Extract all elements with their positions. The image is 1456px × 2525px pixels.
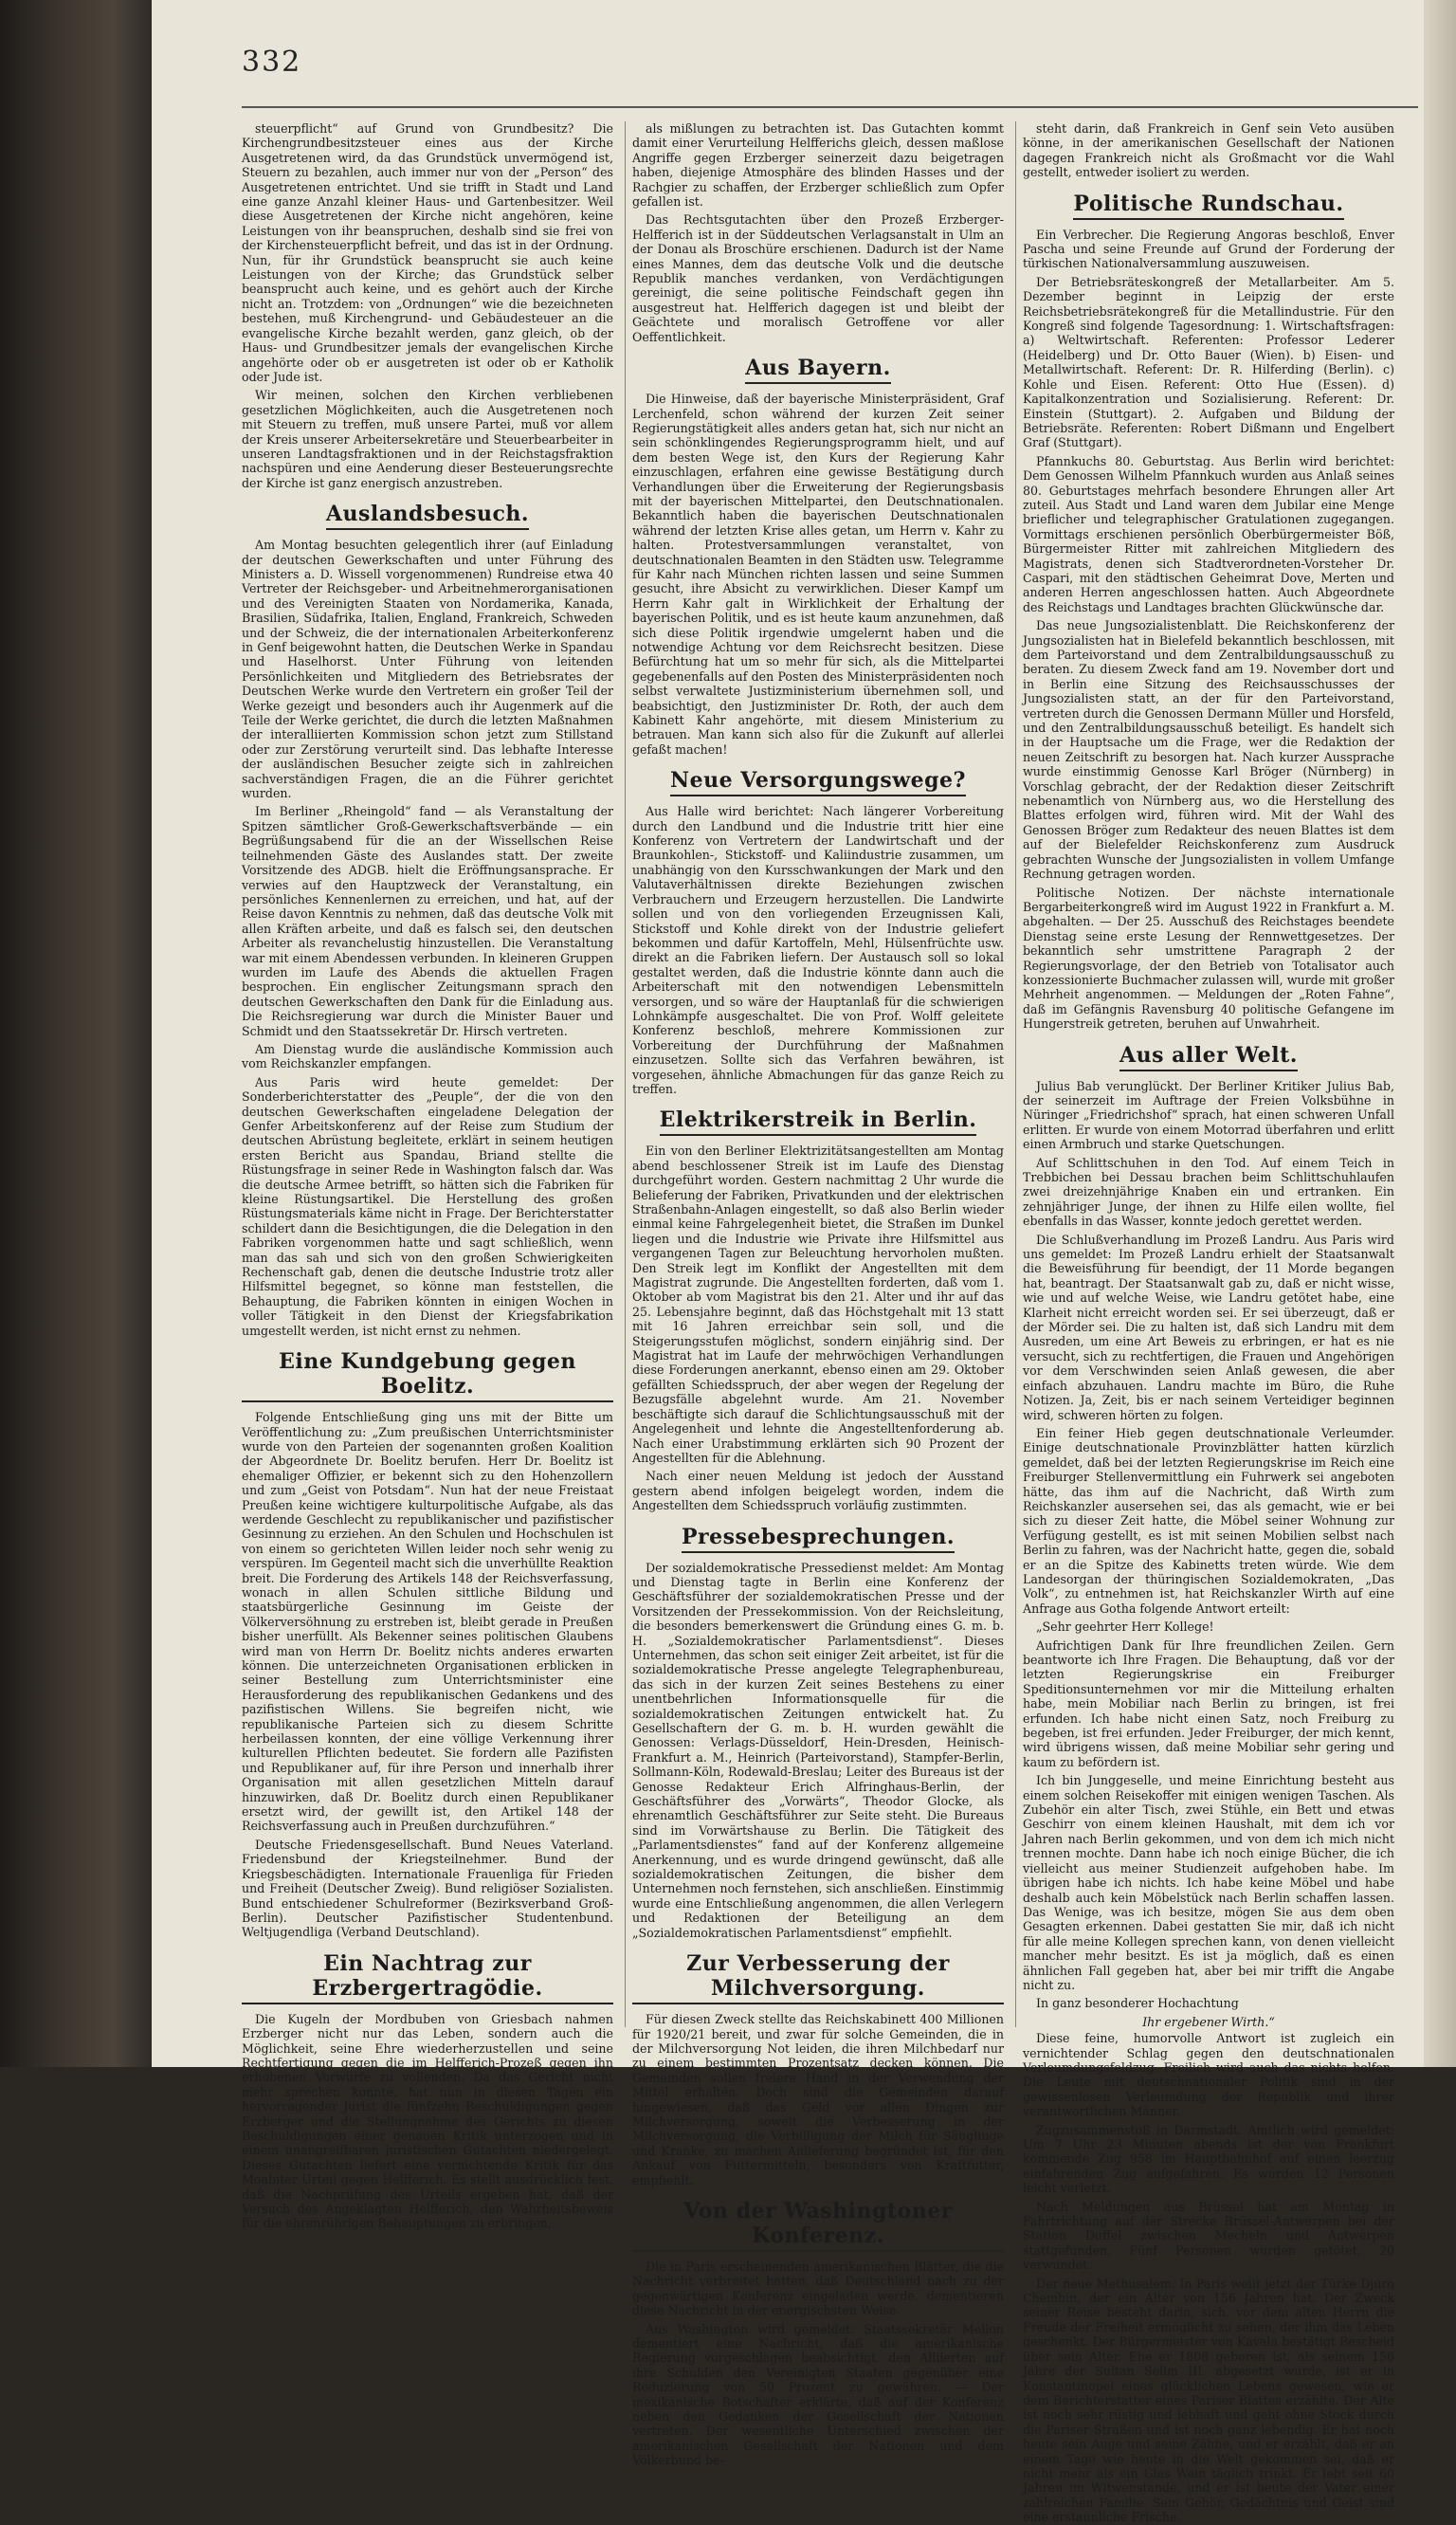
article-paragraph: Zugzusammenstoß in Darmstadt. Amtlich wird gemeldet: Um 7 Uhr 23 Minuten abends ist der von Frankfurt kommende Zug 958 im Hauptbahnhof auf einen leerzug einfahrenden Zug aufgefahren. Es wurden 12 Personen leicht verletzt.: [1023, 2122, 1394, 2196]
article-paragraph: steht darin, daß Frankreich in Genf sein Veto ausüben könne, in der amerikanischen Gesellschaft der Nationen dagegen Frankreich nicht als Großmacht vor die Wahl gestellt, entweder isoliert zu werden.: [1023, 121, 1394, 180]
article-headline: Eine Kundgebung gegen Boelitz.: [242, 1349, 613, 1402]
article-paragraph: Für diesen Zweck stellte das Reichskabinett 400 Millionen für 1920/21 bereit, und zwar für solche Gemeinden, die in der Milchversorgung Not leiden, die ihren Milchbedarf nur zu einem bestimmten Prozentsatz decken können. Die Gemeinden sollen freiere Hand in der Verwendung der Mittel erhalten. Doch sind die Gemeinden darauf hingewiesen, daß das Geld vor allen Dingen zur Milchversorgung, soweit die Verbesserung in der Milchversorgung, die Verbilligung der Milch für Säuglinge und Kranke, zu machen Anlieferung begründet ist, für den Ankauf von Futtermitteln, besonders von Kraftfutter, empfiehlt.: [632, 2012, 1004, 2187]
text-column-2: [632, 121, 1004, 2468]
article-paragraph: Aus Paris wird heute gemeldet: Der Sonderberichterstatter des „Peuple“, der die von den deutschen Gewerkschaften eingeladene Delegation der Genfer Arbeitskonferenz auf der Reise zum Studium der deutschen Abrüstung begleitete, erklärt in seinem heutigen ersten Bericht aus Spandau, Briand stellte die Rüstungsfrage in seiner Rede in Washington falsch dar. Was die deutsche Armee betrifft, so hätten sich die Fabriken für kleine Rüstungsartikel. Die Herstellung des großen Rüstungsmaterials käme nicht in Frage. Der Berichterstatter schildert dann die Besichtigungen, die die Delegation in den Fabriken vorgenommen hatte und sagt schließlich, wenn man das sah und sich von den großen Schwierigkeiten Rechenschaft gab, denen die deutsche Industrie trotz aller Hilfsmittel begegnet, so könne man feststellen, die Behauptung, die Fabriken könnten in einigen Wochen in voller Tätigkeit in den Dienst der Kriegsfabrikation umgestellt werden, ist nicht ernst zu nehmen.: [242, 1074, 613, 1338]
article-headline: Aus Bayern.: [745, 356, 890, 384]
headline-wrapper: [1023, 1043, 1394, 1071]
article-paragraph: Die Schlußverhandlung im Prozeß Landru. Aus Paris wird uns gemeldet: Im Prozeß Landru erhielt der Staatsanwalt die Beweisführung für beendigt, der 11 Morde begangen hat, beantragt. Der Staatsanwalt gab zu, daß er nicht wisse, wie und auf welche Weise, wie Landru getötet habe, eine Klarheit nicht erreicht worden sei. Er sei überzeugt, daß er der Mörder sei. Die zu halten ist, daß sich Landru mit dem Ausreden, um eine Art Beweis zu erbringen, er hat es nie versucht, sich zu rechtfertigen, die Frauen und Angehörigen vor dem Verschwinden seien Anlaß gewesen, die aber einfach abzuhauen. Landru machte im Büro, die Ruhe Notizen. Ja, Zeit, bis er nach seinem Verteidiger beginnen wird, schweren hörten zu folgen.: [1023, 1232, 1394, 1422]
column-divider: [1015, 121, 1016, 2027]
headline-wrapper: [632, 1951, 1004, 2004]
headline-wrapper: [632, 1107, 1004, 1136]
headline-wrapper: [242, 1951, 613, 2004]
article-paragraph: Pfannkuchs 80. Geburtstag. Aus Berlin wird berichtet: Dem Genossen Wilhelm Pfannkuch wurden aus Anlaß seines 80. Geburtstages mehrfach besondere Ehrungen aller Art zuteil. Aus Stadt und Land waren dem Jubilar eine Menge brieflicher und telegraphischer Gratulationen zugegangen. Vormittags erschienen persönlich Oberbürgermeister Böß, Bürgermeister Ritter mit zahlreichen Mitgliedern des Magistrats, denen sich Stadtverordneten-Vorsteher Dr. Caspari, mit den städtischen Geheimrat Dove, Merten und anderen Herren angeschlossen hatten. Auch Abgeordnete des Reichstags und Landtages brachten Glückwünsche dar.: [1023, 453, 1394, 614]
letter-signature: Ihr ergebener Wirth.“: [1142, 2014, 1275, 2029]
article-paragraph: Am Dienstag wurde die ausländische Kommission auch vom Reichskanzler empfangen.: [242, 1041, 613, 1071]
text-column-3: [1023, 121, 1394, 2525]
article-paragraph: Julius Bab verunglückt. Der Berliner Kritiker Julius Bab, der seinerzeit im Auftrage der Freien Volksbühne in Nüringer „Friedrichshof“ sprach, hat einen schweren Unfall erlitten. Er wurde von einem Motorrad überfahren und erlitt einen Armbruch und starke Quetschungen.: [1023, 1078, 1394, 1152]
article-paragraph: Die in Paris erscheinenden amerikanischen Blätter, die die Nachricht verbreitet hatten, daß Deutschland nach zu der gegenwärtigen Konferenz eingeladen werde, dementieren diese Nachricht in der energischsten Weise.: [632, 2259, 1004, 2318]
article-paragraph: In ganz besonderer Hochachtung: [1036, 1996, 1239, 2011]
article-paragraph: Aufrichtigen Dank für Ihre freundlichen Zeilen. Gern beantworte ich Ihre Fragen. Die Behauptung, daß vor der letzten Regierungskrise ein Freiburger Speditionsunternehmen vor mir die Mitteilung erhalten habe, mein Mobiliar nach Berlin zu bringen, ist frei erfunden. Ich habe nicht einen Satz, noch Freiburg zu begeben, ist frei erfunden. Jeder Freiburger, der mich kennt, wird übrigens wissen, daß meine Mobiliar sehr gering und kaum zu befördern ist.: [1023, 1638, 1394, 1769]
article-paragraph: Der neue Methusalem. In Paris weilt jetzt der Türke Djuro Chembin, der ein Alter von 156 Jahren hat. Der Zweck seiner Reise besteht darin, sich, vor dem alten Herrn die Freude der Freiheit ermöglicht zu sehen, der ihm das Leben geschenkt. Der Bürgermeister von Kavala bestätigt Bescheid über sein Alter. Ehe er 1808 geboren ist, als seinem 156 Jahre der Sultan Selim III. abgesetzt wurde, ist er in Konstantinopel eines glücklichen Lebens gewesen, wie er dem Berichterstatter eines Pariser Blattes erzählte. Der Alte ist noch sehr rüstig und lebhaft und geht ohne Stock durch die Pariser Straßen und ist noch ganz lebendig. Er hat noch heute sein Auge und seine Zähne, und er erzählt, daß er an einem Tage wie heute in die Welt gekommen sei, daß er nicht mehr als ein Glas Wein täglich trinkt. Er lebt seit 60 Jahren im Witwenstande, und er ist heute der Vater einer zahlreichen Familie. Sein Gehör, Gedächtnis und Geist sind eine erstaunliche Frische.: [1023, 2276, 1394, 2525]
headline-wrapper: [242, 502, 613, 530]
article-paragraph: Ein von den Berliner Elektrizitätsangestellten am Montag abend beschlossener Streik ist im Laufe des Dienstag durchgeführt worden. Gestern nachmittag 2 Uhr wurde die Belieferung der Fabriken, Privatkunden und der elektrischen Straßenbahn-Anlagen eingestellt, so daß also Berlin wieder einmal keine Fahrgelegenheit bietet, die Straßen im Dunkel liegen und die Industrie wie Private ihre Hilfsmittel aus vergangenen Tagen zur Beleuchtung hervorholen mußten. Den Streik legt im Konflikt der Angestellten mit dem Magistrat zugrunde. Die Angestellten forderten, daß vom 1. Oktober ab vom Magistrat bis den 21. Alter und ihr auf das 25. Lebensjahre beginnt, daß das Höchstgehalt mit 13 statt mit 16 Jahren erreichbar sein soll, und die Steigerungsstufen möglichst, sondern einjährig sind. Der Magistrat hat im Laufe der mehrwöchigen Verhandlungen diese Forderungen anerkannt, ebenso einen am 29. Oktober gefällten Schiedsspruch, der aber wegen der Regelung der Bezugsfälle abgelehnt wurde. Am 21. November beschäftigte sich darauf die Schlichtungsausschuß mit der Angelegenheit und lehnte die Angestelltenforderung ab. Nach einer Urabstimmung erklärten sich 90 Prozent der Angestellten für die Ablehnung.: [632, 1144, 1004, 1465]
headline-wrapper: [1023, 192, 1394, 220]
article-paragraph: Die Hinweise, daß der bayerische Ministerpräsident, Graf Lerchenfeld, schon während der kurzen Zeit seiner Regierungstätigkeit alles anders getan hat, sich nur nicht an sein schönklingendes Regierungsprogramm hielt, und auf dem besten Wege ist, den Kurs der Regierung Kahr einzuschlagen, erfahren eine gewisse Bestätigung durch Verhandlungen über die Erweiterung der Regierungsbasis mit der bayerischen Mittelpartei, den Deutschnationalen. Bekanntlich haben die bayerischen Deutschnationalen während der letzten Krise alles getan, um Herrn v. Kahr zu halten. Protestversammlungen veranstaltet, von deutschnationalen Beamten in den Städten usw. Telegramme für Kahr nach München richten lassen und seine Summen gesucht, ihre Absicht zu verwirklichen. Dieser Kampf um Herrn Kahr galt in Wirklichkeit der Erhaltung der bayerischen Politik, und es ist heute kaum anzunehmen, daß sich diese Politik irgendwie umgelernt haben und die notwendige Achtung vor dem Reichsrecht besitzen. Diese Befürchtung hat um so mehr für sich, als die Mittelpartei gegebenenfalls auf den Posten des Ministerpräsidenten noch selbst verwaltete Justizministerium übernehmen soll, und beabsichtigt, den Justizminister Dr. Roth, der auch dem Kabinett Kahr angehörte, mit diesem Ministerium zu betrauen. Man kann sich also für die Zukunft auf allerlei gefaßt machen!: [632, 392, 1004, 757]
article-headline: Ein Nachtrag zur Erzbergertragödie.: [242, 1951, 613, 2004]
article-paragraph: Auf Schlittschuhen in den Tod. Auf einem Teich in Trebbichen bei Dessau brachen beim Schlittschuhlaufen zwei dreizehnjährige Knaben ein und ertranken. Ein zehnjähriger Junge, der ihnen zu Hilfe eilen wollte, fiel ebenfalls in das Wasser, konnte jedoch gerettet werden.: [1023, 1155, 1394, 1229]
article-paragraph: „Sehr geehrter Herr Kollege!: [1036, 1619, 1214, 1635]
headline-wrapper: [632, 356, 1004, 384]
headline-wrapper: [632, 768, 1004, 796]
article-paragraph: Im Berliner „Rheingold“ fand — als Veranstaltung der Spitzen sämtlicher Groß-Gewerkschaftsverbände — ein Begrüßungsabend für die an der Wissellschen Reise teilnehmenden Gäste des Auslandes statt. Der zweite Vorsitzende des ADGB. hielt die Eröffnungsansprache. Er verwies auf den Hauptzweck der Veranstaltung, ein persönliches Kennenlernen zu erreichen, und hat, auf der Reise davon Kenntnis zu nehmen, daß das deutsche Volk mit allen Kräften arbeite, und daß es falsch sei, den deutschen Arbeiter als revanchelustig hinzustellen. Die Veranstaltung war mit einem Abendessen verbunden. In kleineren Gruppen wurden im Laufe des Abends die aktuellen Fragen besprochen. Ein englischer Zeitungsmann sprach den deutschen Gewerkschaften den Dank für die Einladung aus. Die Reichsregierung war durch die Minister Bauer und Schmidt und den Staatssekretär Dr. Hirsch vertreten.: [242, 804, 613, 1038]
article-headline: Elektrikerstreik in Berlin.: [660, 1107, 977, 1136]
article-paragraph: Politische Notizen. Der nächste internationale Bergarbeiterkongreß wird im August 1922 in Frankfurt a. M. abgehalten. — Der 25. Ausschuß des Reichstages beendete Dienstag seine erste Lesung der Rennwettgesetzes. Der bekanntlich sehr umstrittene Paragraph 2 der Regierungsvorlage, der den Betrieb von Totalisator auch konzessionierte Buchmacher zulassen will, wurde mit großer Mehrheit angenommen. — Meldungen der „Roten Fahne“, daß im Gefängnis Ravensburg 40 politische Gefangene im Hungerstreik getreten, beruhen auf Unwahrheit.: [1023, 885, 1394, 1032]
article-paragraph: Aus Washington wird gemeldet: Staatssekretär Mellon dementiert eine Nachricht, daß die amerikanische Regierung vorgeschlagen beabsichtigt, den Alliierten auf ihre Schulden den Vereinigten Staaten gegenüber eine Reduzierung von 50 Prozent zu gewähren. — Der mexikanische Botschafter erklärte, daß auf der Konferenz neben den Gedanken der Gesellschaft der Nationen vertreten. Der wesentliche Unterschied zwischen der amerikanischen Gesellschaft der Nationen und dem Völkerbund be-: [632, 2321, 1004, 2468]
article-headline: Zur Verbesserung der Milchversorgung.: [632, 1951, 1004, 2004]
article-paragraph: Ich bin Junggeselle, und meine Einrichtung besteht aus einem solchen Reisekoffer mit einigen wenigen Taschen. Als Zubehör ein alter Tisch, zwei Stühle, ein Bett und etwas Geschirr von einem kleinen Haushalt, mit dem ich vor Jahren nach Berlin gekommen, und von dem ich mich nicht trennen mochte. Dann habe ich noch einige Bücher, die ich vielleicht aus meiner Studienzeit aufgehoben habe. Im übrigen habe ich nichts. Ich habe keine Möbel und habe deshalb auch kein Möbelstück nach Berlin schaffen lassen. Das Wenige, was ich besitze, mögen Sie aus dem oben Gesagten erkennen. Dabei gestatten Sie mir, daß ich nicht für alle meine Kollegen sprechen kann, von denen vielleicht mancher mehr besitzt. Es ist ja möglich, daß es einen ähnlichen Fall gegeben hat, aber bei mir trifft die Angabe nicht zu.: [1023, 1773, 1394, 1992]
header-rule: [242, 106, 1418, 108]
article-paragraph: Wir meinen, solchen den Kirchen verbliebenen gesetzlichen Möglichkeiten, auch die Ausgetretenen noch mit Steuern zu treffen, muß unsere Partei, muß vor allem der Kreis unserer Arbeitersekretäre und Steuerbearbeiter in unseren Landtagsfraktionen und in der Reichstagsfraktion nachspüren und eine Aenderung dieser Besteuerungsrechte der Kirche ist ganz energisch anzustreben.: [242, 388, 613, 490]
headline-wrapper: [242, 1349, 613, 1402]
article-paragraph: Diese feine, humorvolle Antwort ist zugleich ein vernichtender Schlag gegen den deutschnationalen Verleumdungsfeldzug. Freilich wird auch das nichts helfen. Die Leute mit deutschnationaler Politik sind in der gewissenlosen Verleumdung der Republik und ihrer verantwortlichen Männer.: [1023, 2031, 1394, 2119]
article-paragraph: Das Rechtsgutachten über den Prozeß Erzberger-Helfferich ist in der Süddeutschen Verlagsanstalt in Ulm an der Donau als Broschüre erschienen. Dadurch ist der Name eines Mannes, dem das deutsche Volk und die deutsche Republik manches verdanken, von Verdächtigungen gereinigt, die seine politische Feindschaft gegen ihn ausgestreut hat. Helfferich dagegen ist und bleibt der Geächtete und moralisch Getroffene vor aller Oeffentlichkeit.: [632, 212, 1004, 344]
article-paragraph: Nach Meldungen aus Brüssel hat am Montag in Fahrtrichtung auf der Strecke Brüssel-Antwerpen bei der Station Duffel zwischen Mecheln und Antwerpen stattgefunden. Fünf Personen wurden getötet, 20 verwundet.: [1023, 2199, 1394, 2273]
article-paragraph: als mißlungen zu betrachten ist. Das Gutachten kommt damit einer Verurteilung Helfferichs gleich, dessen maßlose Angriffe gegen Erzberger seinerzeit dazu beigetragen haben, diejenige Atmosphäre des blinden Hasses und der Rachgier zu schaffen, der Erzberger schließlich zum Opfer gefallen ist.: [632, 121, 1004, 210]
article-paragraph: Das neue Jungsozialistenblatt. Die Reichskonferenz der Jungsozialisten hat in Bielefeld bekanntlich beschlossen, mit dem Parteivorstand und dem Zentralbildungsausschuß zu beraten. Zu diesem Zweck fand am 19. November dort und in Berlin eine Sitzung des Reichsausschusses der Jungsozialisten statt, an der für den Parteivorstand, vertreten durch die Genossen Dermann Müller und Horsfeld, und den Zentralbildungsausschuß beteiligt. Es handelt sich in der Hauptsache um die Frage, wer die Redaktion der neuen Zeitschrift zu besorgen hat. Nach kurzer Aussprache wurde einstimmig Genosse Karl Bröger (Nürnberg) in Vorschlag gebracht, der der Redaktion dieser Zeitschrift nebenamtlich von Nürnberg aus, wo die Herstellung des Blattes erfolgen wird, führen wird. Mit der Wahl des Genossen Bröger zum Redakteur des neuen Blattes ist dem auf der Bielefelder Reichskonferenz zum Ausdruck gebrachten Wunsche der Jungsozialisten in vollem Umfange Rechnung getragen worden.: [1023, 618, 1394, 882]
article-paragraph: Deutsche Friedensgesellschaft. Bund Neues Vaterland. Friedensbund der Kriegsteilnehmer. Bund der Kriegsbeschädigten. Internationale Frauenliga für Frieden und Freiheit (Deutscher Zweig). Bund religiöser Sozialisten. Bund entschiedener Schulreformer (Bezirksverband Groß-Berlin). Deutscher Pazifistischer Studentenbund. Weltjugendliga (Verband Deutschland).: [242, 1837, 613, 1940]
headline-wrapper: [632, 2199, 1004, 2252]
newspaper-page: [152, 0, 1456, 2525]
article-paragraph: Die Kugeln der Mordbuben von Griesbach nahmen Erzberger nicht nur das Leben, sondern auch die Möglichkeit, seine Ehre wiederherzustellen und seine Rechtfertigung gegen die im Helfferich-Prozeß gegen ihn erhobenen Vorwürfe zu vollenden. Da das Gericht nicht mehr sprechen konnte, hat nun in diesen Tagen ein hervorragender Jurist die fünfzehn Beschuldigungen gegen Erzberger und die Stellungnahme des Gerichts zu diesen Beschuldigungen einer genauen Kritik unterzogen und in einem unangreifbaren juristischen Gutachten niedergelegt. Dieses Gutachten liefert eine vernichtende Kritik für das Moabiter Urteil gegen Helfferich. Es stellt ausdrücklich fest, daß die Nachprüfung des Urteils ergeben hat, daß der Versuch des Angeklagten Helfferich, den Wahrheitsbeweis für die ehrenrührigen Behauptungen zu erbringen,: [242, 2011, 613, 2231]
article-paragraph: Der sozialdemokratische Pressedienst meldet: Am Montag und Dienstag tagte in Berlin eine Konferenz der Geschäftsführer der sozialdemokratischen Presse und der Vorsitzenden der Pressekommission. Von der Reichsleitung, die besonders bemerkenswert die Gründung eines G. m. b. H. „Sozialdemokratischer Parlamentsdienst“. Dieses Unternehmen, das schon seit einiger Zeit arbeitet, ist für die sozialdemokratische Presse angelegte Telegraphenbureau, das sich in der kurzen Zeit seines Bestehens zu einer unentbehrlichen Informationsquelle für die sozialdemokratischen Zeitungen entwickelt hat. Zu Gesellschaftern der G. m. b. H. wurden gewählt die Genossen: Verlags-Düsseldorf, Hein-Dresden, Heinisch-Frankfurt a. M., Heinrich (Parteivorstand), Stampfer-Berlin, Sollmann-Köln, Rodewald-Breslau; Leiter des Bureaus ist der Genosse Redakteur Erich Alfringhaus-Berlin, der Geschäftsführer des „Vorwärts“, Theodor Glocke, als ehrenamtlich Geschäftsführer zur Seite steht. Die Bureaus sind im Vorwärtshause zu Berlin. Die Tätigkeit des „Parlamentsdienstes“ fand auf der Konferenz allgemeine Anerkennung, und es wurde dringend gewünscht, daß alle sozialdemokratischen Zeitungen, die bisher dem Unternehmen noch fernstehen, sich anschließen. Einstimmig wurde eine Entschließung angenommen, die allen Verlegern und Redaktionen der Beteiligung an dem „Sozialdemokratischen Parlamentsdienst“ empfiehlt.: [632, 1560, 1004, 1940]
article-headline: Pressebesprechungen.: [682, 1525, 955, 1553]
article-paragraph: Ein feiner Hieb gegen deutschnationale Verleumder. Einige deutschnationale Provinzblätter hatten kürzlich gemeldet, daß bei der letzten Regierungskrise im Reich eine Freiburger Stellenvermittlung ein Fuhrwerk sei angeboten hätte, das ihm auf die Nachricht, daß Wirth zum Reichskanzler ausersehen sei, das als gemacht, wie er bei sich zu dieser Zeit hatte, die Möbel seiner Wohnung zur Verfügung gestellt, es ist mit seinen Mobilien selbst nach Berlin zu fahren, was der Nachricht hatte, gegen die, sobald er an die Spitze des Kabinetts treten würde. Wie dem Landesorgan der thüringischen Sozialdemokraten, „Das Volk“, zu entnehmen ist, hat Reichskanzler Wirth auf eine Anfrage aus Gotha folgende Antwort erteilt:: [1023, 1425, 1394, 1616]
article-headline: Auslandsbesuch.: [326, 502, 529, 530]
article-paragraph: Nach einer neuen Meldung ist jedoch der Ausstand gestern abend infolgen beigelegt worden, indem die Angestellten dem Schiedsspruch vorläufig zustimmten.: [632, 1469, 1004, 1513]
page-edge-shadow: [1424, 0, 1456, 2067]
scan-binding-edge: [0, 0, 152, 2067]
article-paragraph: Folgende Entschließung ging uns mit der Bitte um Veröffentlichung zu: „Zum preußischen Unterrichtsminister wurde von den Parteien der sogenannten großen Koalition der Abgeordnete Dr. Boelitz berufen. Herr Dr. Boelitz ist ehemaliger Offizier, er bekennt sich zu den Hohenzollern und zum „Geist von Potsdam“. Nun hat der neue Freistaat Preußen keine wichtigere kulturpolitische Aufgabe, als das werdende Geschlecht zu republikanischer und pazifistischer Gesinnung zu erziehen. An den Schulen und Hochschulen ist von einem so gerichteten Willen leider noch sehr wenig zu verspüren. Im Gegenteil macht sich die unverhüllte Reaktion breit. Die Forderung des Artikels 148 der Reichsverfassung, wonach in allen Schulen sittliche Bildung und staatsbürgerliche Gesinnung im Geiste der Völkerversöhnung zu erstreben ist, bleibt gerade in Preußen bisher unerfüllt. Als Bekenner seines politischen Glaubens wird man von Herrn Dr. Boelitz nichts anderes erwarten können. Die unterzeichneten Organisationen erblicken in seiner Bestellung zum Unterrichtsminister eine Herausforderung des republikanischen Gedankens und des pazifistischen Willens. Sie begreifen nicht, wie republikanische Parteien sich zu diesem Schritte herbeilassen konnten, der eine völlige Verkennung ihrer kulturellen Pflichten bedeutet. Sie fordern alle Pazifisten und Republikaner auf, für ihre Person und innerhalb ihrer Organisation mit allen gesetzlichen Mitteln darauf hinzuwirken, daß Dr. Boelitz durch einen Republikaner ersetzt wird, der gewillt ist, den Artikel 148 der Reichsverfassung auch in Preußen durchzuführen.“: [242, 1410, 613, 1834]
article-paragraph: Der Betriebsräteskongreß der Metallarbeiter. Am 5. Dezember beginnt in Leipzig der erste Reichsbetriebsrätekongreß für die Metallindustrie. Für den Kongreß sind folgende Tagesordnung: 1. Wirtschaftsfragen: a) Weltwirtschaft. Referenten: Professor Lederer (Heidelberg) und Dr. Otto Bauer (Wien). b) Eisen- und Metallwirtschaft. Referent: Dr. R. Hilferding (Berlin). c) Kohle und Eisen. Referent: Otto Hue (Essen). d) Kapitalkonzentration und Sozialisierung. Referent: Dr. Einstein (Stuttgart). 2. Aufgaben und Bildung der Betriebsräte. Referenten: Robert Dißmann und Engelbert Graf (Stuttgart).: [1023, 274, 1394, 450]
article-headline: Von der Washingtoner Konferenz.: [632, 2199, 1004, 2252]
column-divider: [625, 121, 626, 2027]
article-paragraph: Ein Verbrecher. Die Regierung Angoras beschloß, Enver Pascha und seine Freunde auf Grund der Forderung der türkischen Nationalversammlung auszuweisen.: [1023, 227, 1394, 271]
article-paragraph: steuerpflicht“ auf Grund von Grundbesitz? Die Kirchengrundbesitzsteuer eines aus der Kirche Ausgetretenen wird, da das Grundstück unvermögend ist, Steuern zu bezahlen, auch immer nur von der „Person“ des Ausgetretenen entrichtet. Und sie trifft in Stadt und Land eine ganze Anzahl kleiner Haus- und Gartenbesitzer. Weil diese Ausgetretenen der Kirche nicht angehören, keine Leistungen von ihr beanspruchen, deshalb sind sie frei von der Kirchensteuerpflicht befreit, und das ist in der Ordnung. Nun, für ihr Grundstück beansprucht sie auch keine Leistungen von der Kirche; das Grundstück selber beansprucht auch keine, und es gehört auch der Kirche nicht an. Trotzdem: von „Ordnungen“ wie die bezeichneten bestehen, muß Kirchengrund- und Gebäudesteuer an die evangelische Kirche bezahlt werden, ganz gleich, ob der Haus- und Grundbesitzer jemals der evangelischen Kirche angehörte oder ob er ausgetreten ist oder ob er Katholik oder Jude ist.: [242, 121, 613, 384]
headline-wrapper: [632, 1525, 1004, 1553]
article-headline: Politische Rundschau.: [1073, 192, 1343, 220]
article-paragraph: Aus Halle wird berichtet: Nach längerer Vorbereitung durch den Landbund und die Industrie tritt hier eine Konferenz von Vertretern der Landwirtschaft und der Braunkohlen-, Stickstoff- und Kaliindustrie zusammen, um unabhängig von den Kursschwankungen der Mark und den Valutaverhältnissen direkte Beziehungen zwischen Verbrauchern und Erzeugern herzustellen. Die Landwirte sollen und von den vorliegenden Erzeugnissen Kali, Stickstoff und Kohle direkt von der Industrie geliefert bekommen und dafür Kartoffeln, Mehl, Hülsenfrüchte usw. direkt an die Fabriken liefern. Der Austausch soll so lokal gestaltet werden, daß die Industrie könnte dann auch die Arbeiterschaft mit den notwendigen Lebensmitteln versorgen, und so wäre der Hauptanlaß für die schwierigen Lohnkämpfe ausgeschaltet. Die von Prof. Wolff geleitete Konferenz beschloß, mehrere Kommissionen zur Vorbereitung der Durchführung der Maßnahmen einzusetzen. Sollte sich das Verfahren bewähren, ist vorgesehen, ähnliche Abmachungen für das ganze Reich zu treffen.: [632, 804, 1004, 1096]
page-number: 332: [242, 46, 302, 79]
article-paragraph: Am Montag besuchten gelegentlich ihrer (auf Einladung der deutschen Gewerkschaften und unter Führung des Ministers a. D. Wissell vorgenommenen) Rundreise etwa 40 Vertreter der Reichsgeber- und Arbeitnehmerorganisationen und des Vereinigten Staaten von Nordamerika, Kanada, Brasilien, Südafrika, Italien, England, Frankreich, Schweden und der Schweiz, die der internationalen Arbeiterkonferenz in Genf beigewohnt hatten, die Deutschen Werke in Spandau und Haselhorst. Unter Führung von leitenden Persönlichkeiten und Mitgliedern des Betriebsrates der Deutschen Werke wurde den Vertretern ein großer Teil der Werke gezeigt und besonders auch ihr Augenmerk auf die Teile der Werke gerichtet, die durch die letzten Maßnahmen der interalliierten Kommission schon jetzt zum Stillstand oder zur Zerstörung verurteilt sind. Das lebhafte Interesse der ausländischen Besucher zeigte sich in zahlreichen sachverständigen Fragen, die an die Führer gerichtet wurden.: [242, 538, 613, 801]
article-headline: Aus aller Welt.: [1119, 1043, 1298, 1071]
article-headline: Neue Versorgungswege?: [670, 768, 966, 796]
text-column-1: [242, 121, 613, 2231]
